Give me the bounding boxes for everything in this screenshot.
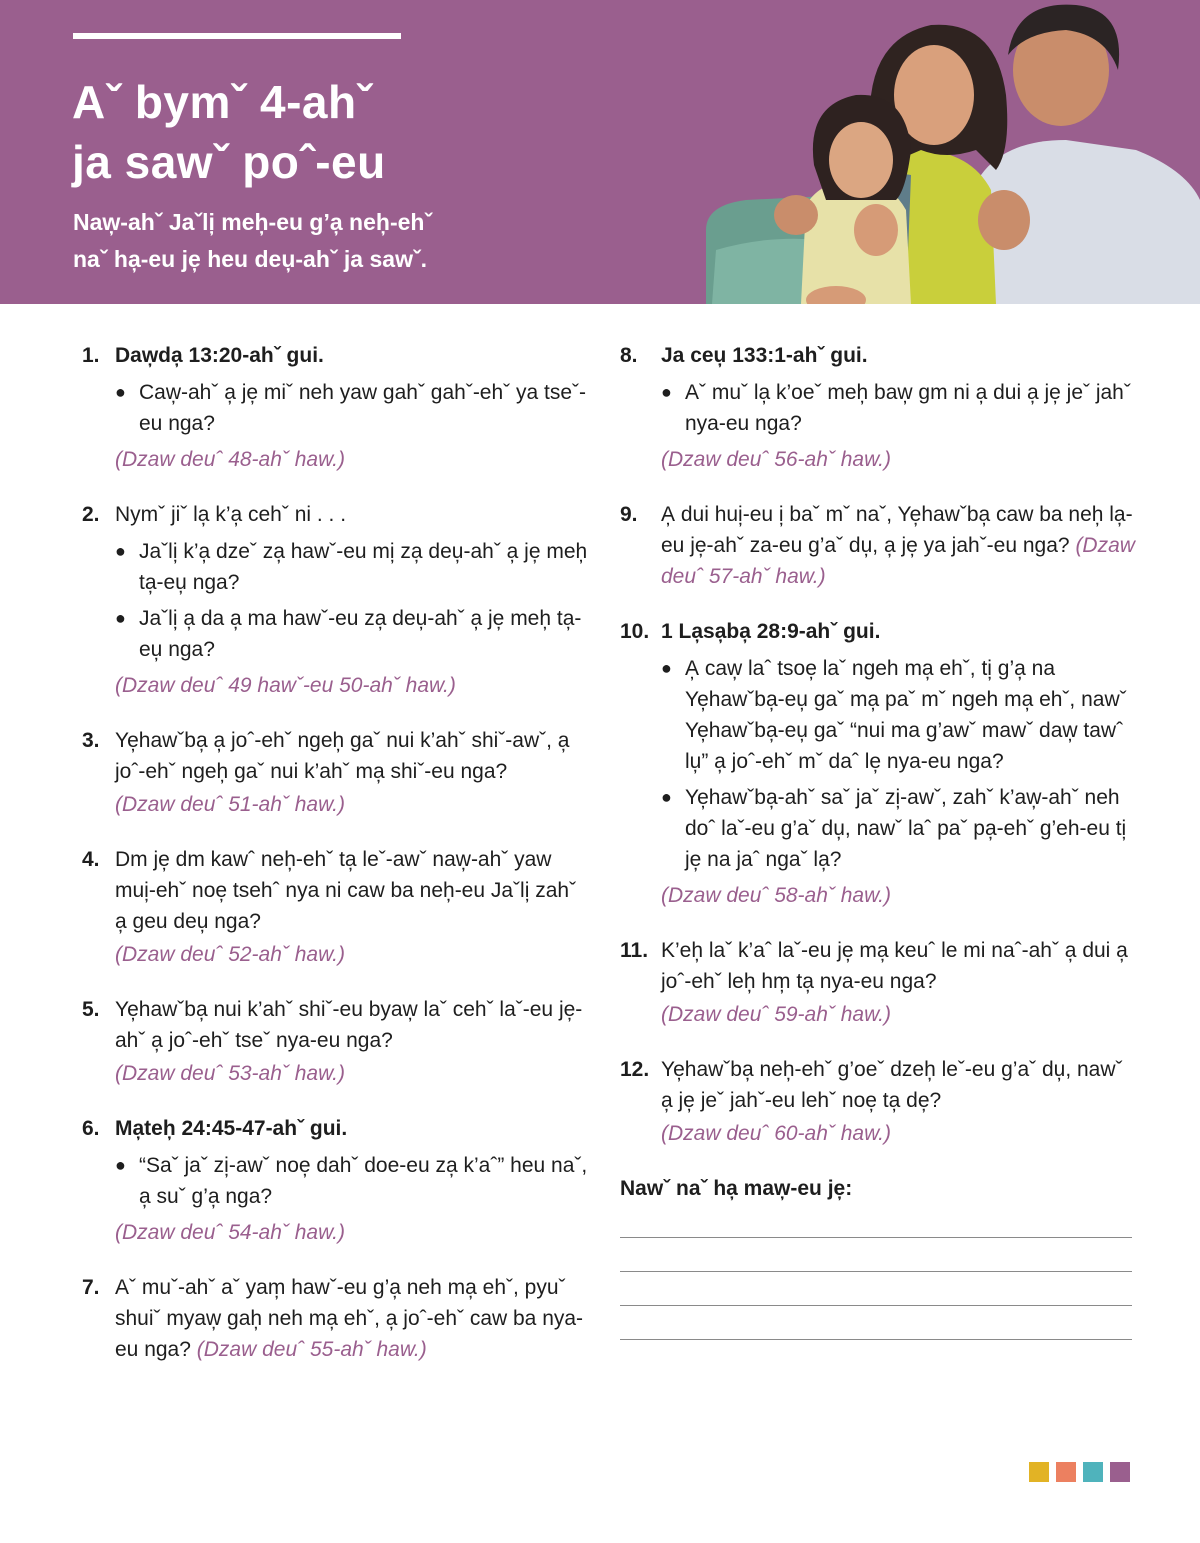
bullet-icon: ●	[661, 787, 672, 807]
notes-section	[620, 1173, 1140, 1340]
question-number: 1.	[82, 344, 100, 367]
page-reference: (Dzaw deuˆ 57-ahˇ haw.)	[661, 534, 1135, 588]
bullet-text: Jaˇli̦ k’a̦ dzeˇ za̦ hawˇ-eu mi̦ za̦ deu̦-ahˇ a̦ je̦ meh̦ ta̦-eu̦ nga?	[139, 540, 588, 594]
swatch-orange	[1056, 1462, 1076, 1482]
question-12	[620, 1054, 1140, 1149]
question-text	[661, 499, 1140, 592]
question-7	[82, 1272, 592, 1365]
bullet-item	[661, 377, 1140, 439]
bullet-item	[115, 377, 592, 439]
question-5	[82, 994, 592, 1089]
question-number: 5.	[82, 998, 100, 1021]
question-8	[620, 340, 1140, 475]
bullet-text: Caw̦-ahˇ a̦ je̦ miˇ neh yaw gahˇ gahˇ-ehˇ ya tseˇ-eu nga?	[139, 381, 587, 435]
title-line-2: ja sawˇ poˆ-eu	[72, 136, 386, 188]
notes-label: Nawˇ naˇ ha̦ maw̦-eu je̦:	[620, 1177, 853, 1200]
question-text	[115, 1272, 592, 1365]
question-body: A̦ dui hui̦-eu i̦ baˇ mˇ naˇ, Ye̦hawˇba̦ caw ba neh̦ la̦-eu je̦-ahˇ za-eu g’aˇ du̦, a̦ je̦ ya jahˇ-eu nga?	[661, 503, 1133, 557]
page-reference: (Dzaw deuˆ 55-ahˇ haw.)	[196, 1338, 427, 1361]
page-reference: (Dzaw deuˆ 59-ahˇ haw.)	[661, 1003, 891, 1026]
question-4	[82, 844, 592, 970]
page-reference: (Dzaw deuˆ 48-ahˇ haw.)	[115, 448, 345, 471]
page-reference: (Dzaw deuˆ 58-ahˇ haw.)	[661, 884, 891, 907]
header-banner	[0, 0, 1200, 304]
question-number: 10.	[620, 620, 650, 643]
bullet-icon: ●	[115, 541, 126, 561]
bullet-icon: ●	[115, 382, 126, 402]
bullet-list	[115, 1150, 592, 1212]
question-text: Ye̦hawˇba̦ nui k’ahˇ shiˇ-eu byaw̦ laˇ cehˇ laˇ-eu je̦-ahˇ a̦ joˆ-ehˇ tseˇ nya-eu nga?	[115, 998, 583, 1052]
note-line[interactable]	[620, 1272, 1132, 1306]
question-text: Ye̦hawˇba̦ a̦ joˆ-ehˇ ngeh̦ gaˇ nui k’ahˇ shiˇ-awˇ, a̦ joˆ-ehˇ ngeh̦ gaˇ nui k’ahˇ ma̦ shiˇ-eu nga?	[115, 729, 570, 783]
bullet-item	[661, 653, 1140, 777]
bullet-item	[115, 603, 592, 665]
question-text: Nymˇ jiˇ la̦ k’a̦ cehˇ ni . . .	[115, 503, 347, 526]
questions-left-column	[82, 340, 592, 1389]
bullet-list	[115, 377, 592, 439]
page-reference: (Dzaw deuˆ 51-ahˇ haw.)	[115, 793, 345, 816]
question-text: K’eh̦ laˇ k’aˆ laˇ-eu je̦ ma̦ keuˆ le mi naˆ-ahˇ a̦ dui a̦ joˆ-ehˇ leh̦ hm̦ ta̦ nya-eu nga?	[661, 939, 1128, 993]
swatch-teal	[1083, 1462, 1103, 1482]
bullet-text: A̦ caw̦ laˆ tsoe̦ laˇ ngeh ma̦ ehˇ, ti̦ g’a̦ na Ye̦hawˇba̦-eu̦ gaˇ ma̦ paˇ mˇ ngeh ma̦ ehˇ, nawˇ Ye̦hawˇba̦-eu̦ gaˇ “nui ma g’awˇ mawˇ daw̦ tawˆ lu̦” a̦ joˆ-ehˇ mˇ daˆ le̦ nya-eu nga?	[685, 657, 1127, 773]
page-reference: (Dzaw deuˆ 56-ahˇ haw.)	[661, 448, 891, 471]
question-text: Daw̦da̦ 13:20-ahˇ gui.	[115, 344, 324, 367]
question-1	[82, 340, 592, 475]
question-text: Ja ceu̦ 133:1-ahˇ gui.	[661, 344, 868, 367]
bullet-text: Ye̦hawˇba̦-ahˇ saˇ jaˇ zi̦-awˇ, zahˇ k’aw̦-ahˇ neh doˆ laˇ-eu g’aˇ du̦, nawˇ laˆ paˇ pa̦-ehˇ g’eh-eu ti̦ je̦ na jaˆ ngaˇ la̦?	[685, 786, 1127, 871]
swatch-yellow	[1029, 1462, 1049, 1482]
bullet-item	[661, 782, 1140, 875]
question-text: Ye̦hawˇba̦ neh̦-ehˇ g’oeˇ dzeh̦ leˇ-eu g’aˇ du̦, nawˇ a̦ je̦ jeˇ jahˇ-eu lehˇ noe̦ ta̦ de̦?	[661, 1058, 1123, 1112]
bullet-icon: ●	[115, 1155, 126, 1175]
note-line[interactable]	[620, 1238, 1132, 1272]
page-reference: (Dzaw deuˆ 49 hawˇ-eu 50-ahˇ haw.)	[115, 674, 456, 697]
page-reference: (Dzaw deuˆ 52-ahˇ haw.)	[115, 943, 345, 966]
question-number: 12.	[620, 1058, 650, 1081]
bullet-icon: ●	[661, 382, 672, 402]
title-line-1: Aˇ bymˇ 4-ahˇ	[72, 76, 373, 128]
question-6	[82, 1113, 592, 1248]
color-swatches	[1029, 1462, 1130, 1482]
question-number: 4.	[82, 848, 100, 871]
bullet-text: Jaˇli̦ a̦ da a̦ ma hawˇ-eu za̦ deu̦-ahˇ a̦ je̦ meh̦ ta̦-eu̦ nga?	[139, 607, 582, 661]
bullet-icon: ●	[115, 608, 126, 628]
bullet-text: Aˇ muˇ la̦ k’oeˇ meh̦ baw̦ gm ni a̦ dui a̦ je̦ jeˇ jahˇ nya-eu nga?	[685, 381, 1131, 435]
note-line[interactable]	[620, 1306, 1132, 1340]
note-line[interactable]	[620, 1204, 1132, 1238]
question-11	[620, 935, 1140, 1030]
bullet-item	[115, 536, 592, 598]
question-text: Ma̦teh̦ 24:45-47-ahˇ gui.	[115, 1117, 348, 1140]
question-number: 2.	[82, 503, 100, 526]
question-number: 8.	[620, 344, 638, 367]
page-reference: (Dzaw deuˆ 60-ahˇ haw.)	[661, 1122, 891, 1145]
family-praying-illustration	[706, 0, 1200, 304]
question-text: 1 La̦sa̦ba̦ 28:9-ahˇ gui.	[661, 620, 881, 643]
question-9	[620, 499, 1140, 592]
swatch-purple	[1110, 1462, 1130, 1482]
bullet-icon: ●	[661, 658, 672, 678]
page-subtitle	[73, 204, 633, 278]
header-rule	[73, 33, 401, 39]
page-reference: (Dzaw deuˆ 54-ahˇ haw.)	[115, 1221, 345, 1244]
question-text: Dm je̦ dm kawˆ neh̦-ehˇ ta̦ leˇ-awˇ naw̦-ahˇ yaw mui̦-ehˇ noe̦ tsehˆ nya ni caw ba neh̦-eu Jaˇli̦ zahˇ a̦ geu deu̦ nga?	[115, 848, 577, 933]
bullet-list	[115, 536, 592, 665]
question-number: 3.	[82, 729, 100, 752]
page-reference: (Dzaw deuˆ 53-ahˇ haw.)	[115, 1062, 345, 1085]
bullet-text: “Saˇ jaˇ zi̦-awˇ noe̦ dahˇ doe-eu za̦ k’aˆ” heu naˇ, a̦ suˇ g’a̦ nga?	[139, 1154, 588, 1208]
question-2	[82, 499, 592, 701]
bullet-list	[661, 653, 1140, 875]
question-number: 6.	[82, 1117, 100, 1140]
page-title	[72, 72, 386, 192]
bullet-list	[661, 377, 1140, 439]
bullet-item	[115, 1150, 592, 1212]
question-10	[620, 616, 1140, 911]
subtitle-line-2: naˇ ha̦-eu je̦ heu deu̦-ahˇ ja sawˇ.	[73, 246, 428, 272]
question-number: 7.	[82, 1276, 100, 1299]
question-number: 11.	[620, 939, 649, 962]
question-3	[82, 725, 592, 820]
subtitle-line-1: Naw̦-ahˇ Jaˇli̦ meh̦-eu g’a̦ neh̦-ehˇ	[73, 209, 433, 235]
question-number: 9.	[620, 503, 638, 526]
question-body: Aˇ muˇ-ahˇ aˇ yam̦ hawˇ-eu g’a̦ neh ma̦ ehˇ, pyuˇ shuiˇ myaw̦ gah̦ neh ma̦ ehˇ, a̦ joˆ-ehˇ caw ba nya-eu nga?	[115, 1276, 584, 1361]
questions-right-column	[620, 340, 1140, 1340]
